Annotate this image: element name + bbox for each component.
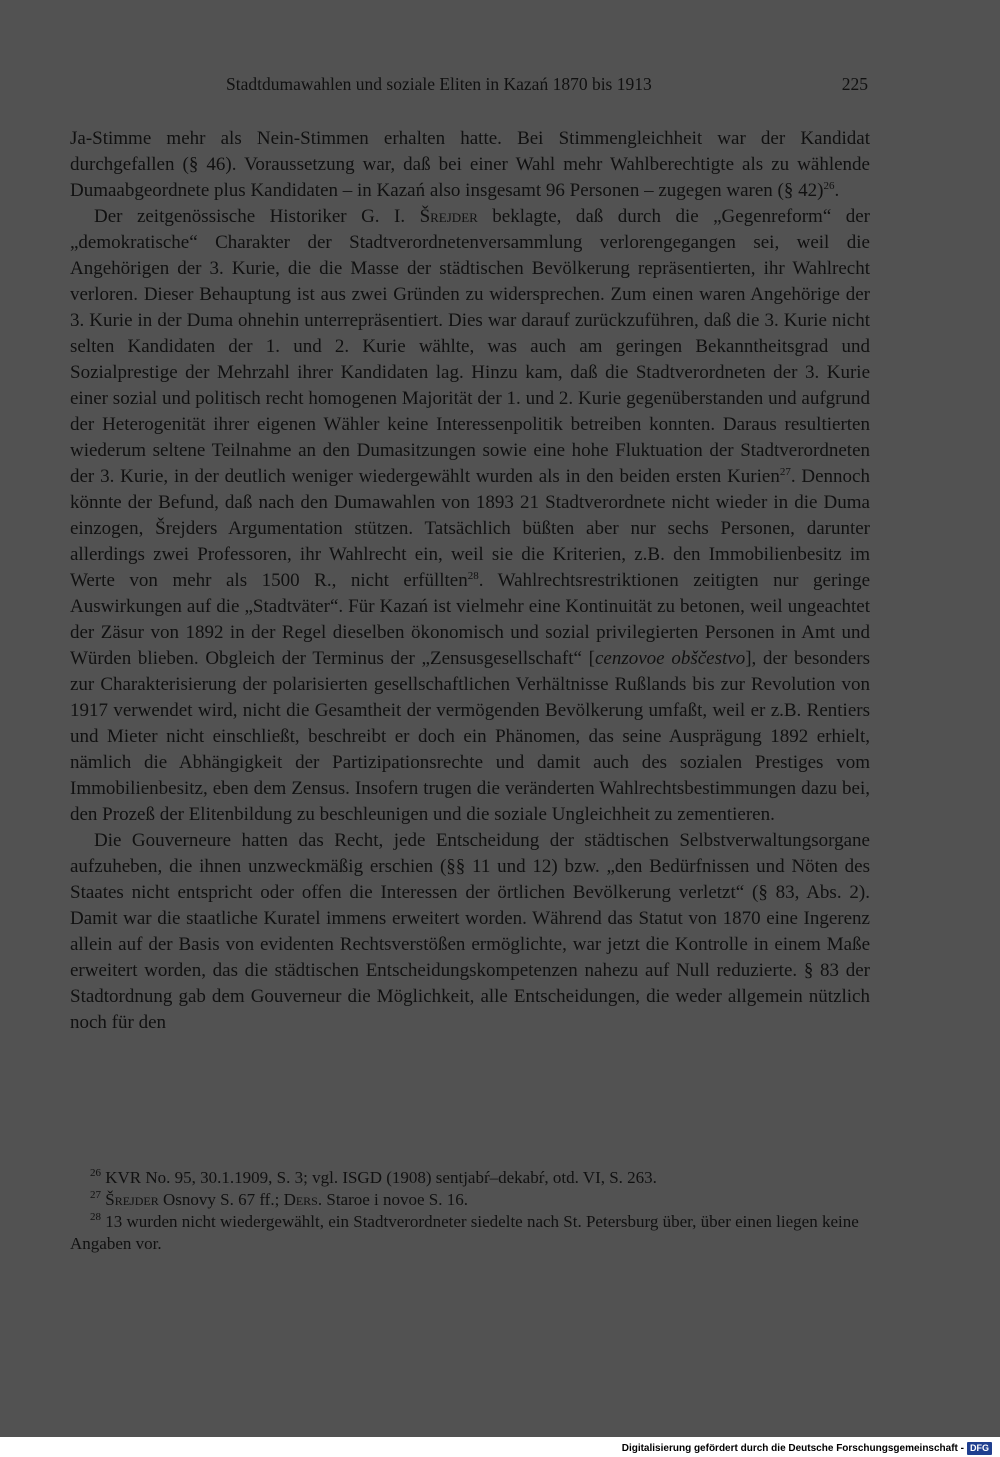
dfg-logo: DFG xyxy=(967,1442,992,1455)
footnote-27-text-1: Osnovy S. 67 ff.; xyxy=(158,1190,284,1209)
author-name-srejder: Šrejder xyxy=(419,206,478,227)
footnote-26-text: KVR No. 95, 30.1.1909, S. 3; vgl. ISGD (1908) sentjabŕ–dekabŕ, otd. VI, S. 263. xyxy=(105,1168,657,1187)
footnote-number-27: 27 xyxy=(90,1189,101,1201)
credit-text: Digitalisierung gefördert durch die Deutsche Forschungsgemeinschaft - xyxy=(621,1443,964,1454)
paragraph-2 xyxy=(70,204,870,828)
main-text xyxy=(70,126,870,1036)
running-title: Stadtdumawahlen und soziale Eliten in Kazań 1870 bis 1913 xyxy=(226,74,652,94)
footnote-27 xyxy=(70,1189,874,1211)
paragraph-1-end: . xyxy=(834,180,840,201)
footnote-number-28: 28 xyxy=(90,1211,101,1223)
footnote-28-text: 13 wurden nicht wiedergewählt, ein Stadtverordneter siedelte nach St. Petersburg über, über einen liegen keine Angaben vor. xyxy=(70,1212,859,1253)
digitization-credit xyxy=(622,1442,992,1455)
paragraph-2-part-1: Der zeitgenössische Historiker G. I. xyxy=(94,206,420,227)
paragraph-1-text: Ja-Stimme mehr als Nein-Stimmen erhalten hatte. Bei Stimmengleichheit war der Kandidat durchgefallen (§ 46). Voraussetzung war, daß bei einer Wahl mehr Wahlberechtigte als zu wählende Dumaabgeordnete plus Kandidaten – in Kazań also insgesamt 96 Personen – zugegen waren (§ 42) xyxy=(70,128,870,201)
footnote-27-ders: Ders. xyxy=(283,1190,323,1209)
paragraph-1 xyxy=(70,126,870,204)
footnote-27-author: Šrejder xyxy=(105,1190,159,1209)
page-number: 225 xyxy=(841,74,868,94)
footnote-28 xyxy=(70,1211,874,1255)
footnotes xyxy=(70,1167,874,1255)
paragraph-2-part-3: . Dennoch könnte der Befund, daß nach den Dumawahlen von 1893 21 Stadtverordnete nicht wieder in die Duma einzogen, Šrejders Argumentation stützen. Tatsächlich büßten aber nur sechs Personen, darunter allerdings zwei Professoren, ihr Wahlrecht ein, weil sie die Kriterien, z.B. den Immobilienbesitz im Werte von mehr als 1500 R., nicht erfüllten xyxy=(70,466,870,591)
paragraph-2-part-5: ], der besonders zur Charakterisierung der polarisierten gesellschaftlichen Verhältnisse Rußlands bis zur Revolution von 1917 verwendet wird, nicht die Gesamtheit der vermögenden Bevölkerung umfaßt, weil er z.B. Rentiers und Mieter nicht einschließt, beschreibt er doch ein Phänomen, das seine Ausprägung 1892 erhielt, nämlich die Abhängigkeit der Partizipationsrechte und damit auch des sozialen Prestiges vom Immobilienbesitz, eben dem Zensus. Insofern trugen die veränderten Wahlrechtsbestimmungen dazu bei, den Prozeß der Elitenbildung zu beschleunigen und die soziale Ungleichheit zu zementieren. xyxy=(70,648,870,825)
footnote-ref-28: 28 xyxy=(467,570,479,582)
paragraph-2-part-4: . Wahlrechtsrestriktionen zeitigten nur geringe Auswirkungen auf die „Stadtväter“. Für Kazań ist vielmehr eine Kontinuität zu betonen, weil ungeachtet der Zäsur von 1892 in der Regel dieselben ökonomisch und sozial privilegierten Personen in Amt und Würden blieben. Obgleich der Terminus der „Zensusgesellschaft“ [ xyxy=(70,570,870,669)
running-header xyxy=(70,74,870,102)
footnote-27-text-2: Staroe i novoe S. 16. xyxy=(322,1190,469,1209)
footnote-number-26: 26 xyxy=(90,1167,101,1179)
footnote-26 xyxy=(70,1167,874,1189)
footnote-ref-26: 26 xyxy=(823,180,835,192)
paragraph-2-part-2: beklagte, daß durch die „Gegenreform“ der „demokratische“ Charakter der Stadtverordnetenversammlung verlorengegangen sei, weil die Angehörigen der 3. Kurie, die die Masse der städtischen Bevölkerung repräsentierten, ihr Wahlrecht verloren. Dieser Behauptung ist aus zwei Gründen zu widersprechen. Zum einen waren Angehörige der 3. Kurie in der Duma ohnehin unterrepräsentiert. Dies war darauf zurückzuführen, daß die 3. Kurie nicht selten Kandidaten der 1. und 2. Kurie wählte, was auch am geringen Bekanntheitsgrad und Sozialprestige der Mehrzahl ihrer Kandidaten lag. Hinzu kam, daß die Stadtverordneten der 3. Kurie einer sozial und politisch recht homogenen Majorität der 1. und 2. Kurie gegenüberstanden und aufgrund der Heterogenität ihrer eigenen Wähler keine Interessenpolitik betreiben konnten. Daraus resultierten wiederum seltene Teilnahme an den Dumasitzungen sowie eine hohe Fluktuation der Stadtverordneten der 3. Kurie, in der deutlich weniger wiedergewählt wurden als in den beiden ersten Kurien xyxy=(70,206,870,487)
footnote-ref-27: 27 xyxy=(779,466,791,478)
paragraph-3 xyxy=(70,828,870,1036)
paragraph-3-text: Die Gouverneure hatten das Recht, jede Entscheidung der städtischen Selbstverwaltungsorgane aufzuheben, die ihnen unzweckmäßig erschien (§§ 11 und 12) bzw. „den Bedürfnissen und Nöten des Staates nicht entspricht oder offen die Interessen der örtlichen Bevölkerung verletzt“ (§ 83, Abs. 2). Damit war die staatliche Kuratel immens erweitert worden. Während das Statut von 1870 eine Ingerenz allein auf der Basis von evidenten Rechtsverstößen ermöglichte, war jetzt die Kontrolle in einem Maße erweitert worden, das die städtischen Entscheidungskompetenzen nahezu auf Null reduzierte. § 83 der Stadtordnung gab dem Gouverneur die Möglichkeit, alle Entscheidungen, die weder allgemein nützlich noch für den xyxy=(70,830,870,1033)
term-cenzovoe-obscestvo: cenzovoe obščestvo xyxy=(594,648,746,669)
